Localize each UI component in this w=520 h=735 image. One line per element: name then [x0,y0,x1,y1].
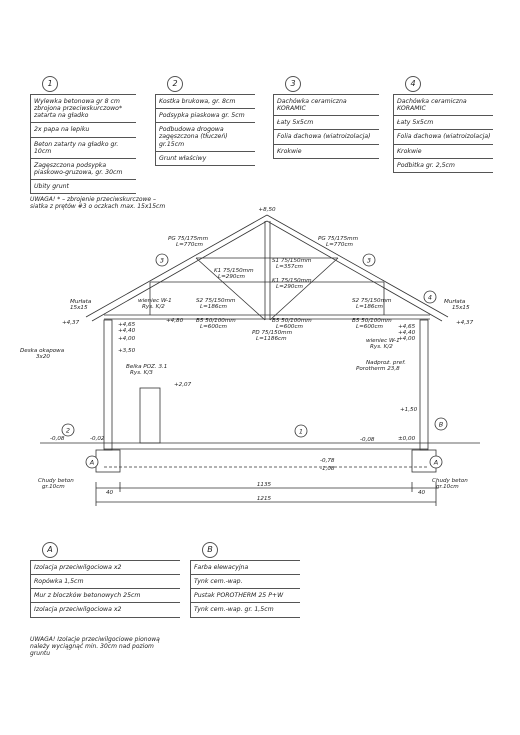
legend-item: Grunt właściwy [156,152,255,166]
legend-item: Mur z bloczków betonowych 25cm [31,589,180,603]
level-465-left: +4,65 [118,322,136,328]
legend-item: 2x papa na lepiku [31,123,136,137]
deska-dim: 3x20 [36,354,50,360]
level-207: +2,07 [174,382,192,388]
wieniec-right-ref: Rys. K/2 [370,344,393,350]
tag-3-right: 3 [366,256,372,265]
legend-item: Tynk cem.-wap. gr. 1,5cm [191,603,300,617]
level-minus-002: -0,02 [90,436,105,442]
wieniec-right-label: wieniec W-1 [366,338,400,344]
legend-item: Farba elewacyjna [191,560,300,575]
legend-item: Łaty 5x5cm [394,116,493,130]
level-400-right: +4,00 [398,336,416,342]
legend-item: Beton zatarty na gładko gr. 10cm [31,138,136,159]
level-465-right: +4,65 [398,324,416,330]
legend-item: Dachówka ceramiczna KORAMIC [394,94,493,116]
legend-item: Ropówka 1,5cm [31,575,180,589]
pd-length: L=1186cm [256,336,287,342]
legend-item: Izolacja przeciwilgociowa x2 [31,560,180,575]
level-437-left: +4,37 [62,320,80,326]
tag-a-left: A [89,458,95,467]
reinforcement-note: UWAGA! * – zbrojenie przeciwskurczowe – siatka z prętów #3 o oczkach max. 15x15cm [30,196,166,211]
wieniec-left-label: wieniec W-1 [138,298,172,304]
moisture-note: UWAGA! Izolacje przeciwilgociowe pionową należy wyciągnąć min. 30cm nad poziom gruntu [30,636,160,658]
s2-left-label: S2 75/150mm [196,298,236,304]
belka-label: Belka POZ. 3.1 [126,364,168,370]
pg-left-label: PG 75/175mm [168,236,209,242]
legend-foundation-a [30,542,180,618]
legend-item: Kostka brukowa, gr. 8cm [156,94,255,109]
b5-left-length: L=600cm [200,324,228,330]
left-wall [104,320,112,450]
legend-number: 2 [167,76,183,92]
murlata-left-dim: 15x15 [70,305,88,311]
legend-number: 3 [285,76,301,92]
pg-right-label: PG 75/175mm [318,236,359,242]
b5-mid-length: L=600cm [276,324,304,330]
k1-lower-length: L=290cm [276,284,304,290]
s2-left-length: L=186cm [200,304,228,310]
legend-item: Podsypka piaskowa gr. 5cm [156,109,255,123]
legend-number: 1 [42,76,58,92]
nadproze-label: Nadproż. pref. [366,360,406,366]
s1-length: L=357cm [276,264,304,270]
level-000: ±0,00 [398,436,416,442]
tag-4: 4 [427,293,433,302]
pd-label: PD 75/150mm [252,330,293,336]
legend-wall-b [190,542,300,618]
foundation-left [96,450,120,472]
legend-item: Podbitka gr. 2,5cm [394,159,493,173]
chudy-left-label: Chudy beton [38,478,74,484]
k1-upper-label: K1 75/150mm [214,268,254,274]
ridge-level: +8,50 [258,207,276,213]
level-minus-078: -0,78 [320,458,335,464]
level-150: +1,50 [400,407,418,413]
level-350: +3,50 [118,348,136,354]
b5-mid-label: B5 50/100mm [272,318,312,324]
legend-item: Krokwie [274,145,379,159]
legend-item: Ubity grunt [31,180,136,194]
k1-upper-length: L=290cm [218,274,246,280]
b5-right-length: L=600cm [356,324,384,330]
tag-2: 2 [65,426,71,435]
murlata-right-label: Murłata [444,299,466,305]
dim-40-right: 40 [418,490,426,496]
dim-40-left: 40 [106,490,114,496]
door [140,388,160,443]
legend-item: Krokwie [394,145,493,159]
legend-item: Łaty 5x5cm [274,116,379,130]
legend-item: Dachówka ceramiczna KORAMIC [274,94,379,116]
nadproze-ref: Porotherm 23,8 [356,366,400,372]
chudy-right-gr: gr.10cm [436,484,459,490]
level-440-left: +4,40 [118,328,136,334]
chudy-right-label: Chudy beton [432,478,468,484]
legend-number: A [42,542,58,558]
legend-item: Tynk cem.-wap. [191,575,300,589]
pg-right-length: L=770cm [326,242,354,248]
s2-right-length: L=186cm [356,304,384,310]
legend-item: Folia dachowa (wiatroizolacja) [394,130,493,144]
deska-label: Deska okapowa [20,348,65,354]
tag-a-right: A [433,458,439,467]
right-wall [420,320,428,450]
roof-left-rafter [86,215,267,317]
legend-item: Podbudowa drogowa zagęszczona (tłuczeń) gr.15cm [156,123,255,151]
level-437-right: +4,37 [456,320,474,326]
tag-3-left: 3 [159,256,165,265]
chudy-left-gr: gr.10cm [42,484,65,490]
murlata-right-dim: 15x15 [452,305,470,311]
level-440-right: +4,40 [398,330,416,336]
k1-lower-label: K1 75/150mm [272,278,312,284]
legend-number: B [202,542,218,558]
tag-1: 1 [298,427,304,436]
level-480: +4,80 [166,318,184,324]
level-minus-008-left: -0,08 [50,436,65,442]
level-minus-008-mid: -0,08 [360,437,375,443]
belka-ref: Rys. K/3 [130,370,153,376]
legend-item: Wylewka betonowa gr 8 cm zbrojona przeciwskurczowo* zatarta na gładko [31,94,136,123]
legend-item: Folia dachowa (wiatroizolacja) [274,130,379,144]
legend-number: 4 [405,76,421,92]
dim-inner: 1135 [256,482,272,488]
legend-item: Izolacja przeciwilgociowa x2 [31,603,180,617]
legend-item: Pustak POROTHERM 25 P+W [191,589,300,603]
level-400-left: +4,00 [118,336,136,342]
s1-label: S1 75/150mm [272,258,312,264]
s2-right-label: S2 75/150mm [352,298,392,304]
legend-item: Zagęszczona podsypka piaskowo-gruzowa, gr. 30cm [31,159,136,180]
wieniec-left-ref: Rys. K/2 [142,304,165,310]
level-minus-108: -1,08 [320,466,335,472]
murlata-left-label: Murłata [70,299,92,305]
b5-right-label: B5 50/100mm [352,318,392,324]
b5-left-label: B5 50/100mm [196,318,236,324]
pg-left-length: L=770cm [176,242,204,248]
tag-b: B [438,420,444,429]
dim-outer: 1215 [256,496,272,502]
